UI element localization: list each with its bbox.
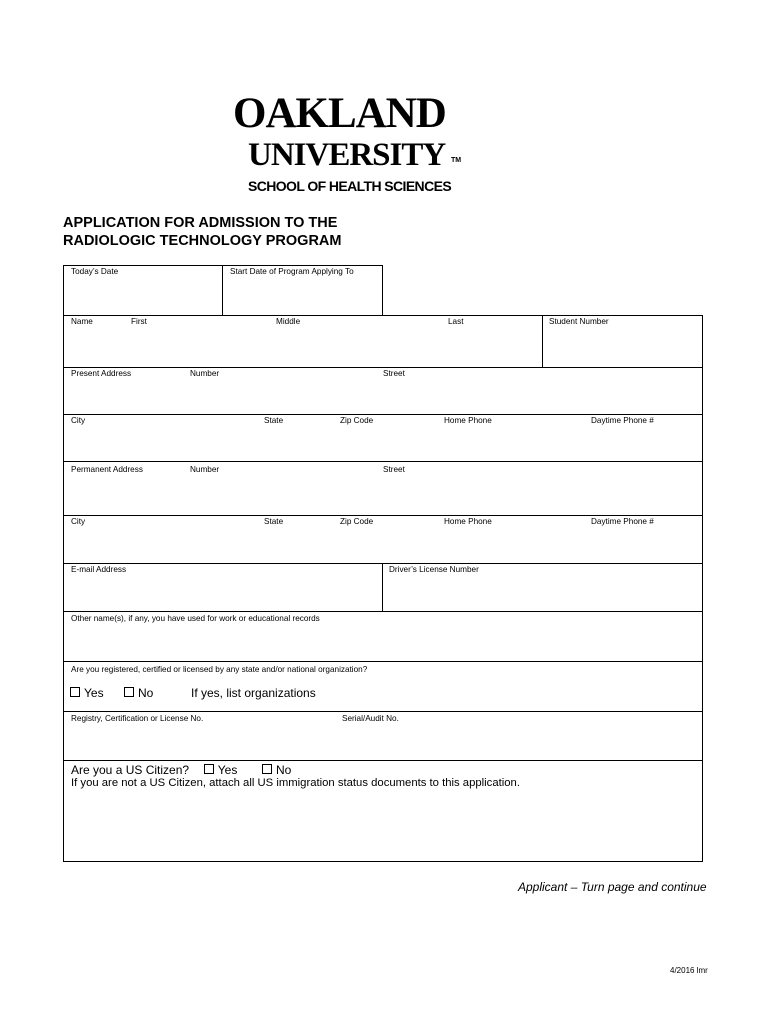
email-divider — [382, 563, 383, 612]
university-logo-university: UNIVERSITY — [248, 137, 446, 173]
present-city-label: City — [71, 416, 86, 425]
citizen-question-row — [71, 764, 291, 776]
student-number-field[interactable] — [544, 330, 702, 366]
start-date-label: Start Date of Program Applying To — [230, 267, 354, 276]
serial-audit-label: Serial/Audit No. — [342, 714, 399, 723]
permanent-home-phone-label: Home Phone — [444, 517, 492, 526]
citizen-question: Are you a US Citizen? — [71, 763, 190, 777]
row-divider — [63, 461, 703, 462]
permanent-state-label: State — [264, 517, 284, 526]
row-divider — [63, 711, 703, 712]
row-divider — [63, 563, 703, 564]
permanent-daytime-phone-label: Daytime Phone # — [591, 517, 654, 526]
other-names-label: Other name(s), if any, you have used for work or educational records — [71, 614, 320, 623]
checkbox-icon[interactable] — [124, 687, 134, 697]
present-address-label: Present Address — [71, 369, 132, 378]
present-number-label: Number — [190, 369, 220, 378]
middle-name-label: Middle — [276, 317, 301, 326]
citizen-yes-option[interactable] — [204, 763, 238, 777]
trademark-mark: TM — [451, 157, 462, 164]
row-divider — [63, 414, 703, 415]
student-number-label: Student Number — [549, 317, 609, 326]
email-field[interactable] — [64, 578, 381, 610]
permanent-city-field[interactable] — [64, 530, 702, 561]
citizen-no-label: No — [276, 763, 292, 777]
registered-no-label: No — [138, 686, 154, 700]
permanent-number-label: Number — [190, 465, 220, 474]
present-city-field[interactable] — [64, 429, 702, 459]
present-daytime-phone-label: Daytime Phone # — [591, 416, 654, 425]
registered-no-option[interactable] — [124, 687, 153, 699]
first-name-label: First — [131, 317, 147, 326]
drivers-license-field[interactable] — [384, 578, 702, 610]
drivers-license-label: Driver’s License Number — [389, 565, 479, 574]
permanent-zip-label: Zip Code — [340, 517, 374, 526]
present-zip-label: Zip Code — [340, 416, 374, 425]
name-divider — [542, 315, 543, 368]
registry-number-field[interactable] — [64, 727, 702, 759]
form-title-line1: APPLICATION FOR ADMISSION TO THE — [63, 215, 338, 231]
present-home-phone-label: Home Phone — [444, 416, 492, 425]
other-names-field[interactable] — [64, 627, 702, 660]
present-state-label: State — [264, 416, 284, 425]
form-title-line2: RADIOLOGIC TECHNOLOGY PROGRAM — [63, 233, 342, 249]
registered-yes-label: Yes — [84, 686, 104, 700]
permanent-address-label: Permanent Address — [71, 465, 143, 474]
list-organizations-label: If yes, list organizations — [191, 686, 316, 700]
permanent-street-label: Street — [383, 465, 405, 474]
registered-question: Are you registered, certified or licensed by any state and/or national organization? — [71, 665, 368, 674]
last-name-label: Last — [448, 317, 464, 326]
citizen-yes-label: Yes — [217, 763, 238, 777]
row-divider — [63, 515, 703, 516]
school-name: SCHOOL OF HEALTH SCIENCES — [248, 178, 452, 194]
permanent-city-label: City — [71, 517, 86, 526]
university-logo-oakland: OAKLAND — [233, 90, 446, 137]
registered-yes-option[interactable] — [70, 687, 104, 699]
todays-date-label: Today’s Date — [71, 267, 119, 276]
present-address-field[interactable] — [64, 382, 702, 412]
row-divider — [63, 611, 703, 612]
checkbox-icon[interactable] — [262, 764, 272, 774]
checkbox-icon[interactable] — [70, 687, 80, 697]
name-field[interactable] — [64, 330, 541, 366]
email-label: E-mail Address — [71, 565, 127, 574]
row-divider — [63, 661, 703, 662]
continue-instruction: Applicant – Turn page and continue — [518, 880, 707, 894]
revision-date: 4/2016 lmr — [670, 966, 708, 975]
citizen-note: If you are not a US Citizen, attach all US immigration status documents to this application. — [71, 777, 520, 789]
citizen-no-option[interactable] — [262, 763, 291, 777]
permanent-address-field[interactable] — [64, 478, 702, 512]
form-title — [63, 214, 341, 250]
row-divider — [63, 367, 703, 368]
name-label: Name — [71, 317, 93, 326]
registry-number-label: Registry, Certification or License No. — [71, 714, 204, 723]
checkbox-icon[interactable] — [204, 764, 214, 774]
present-street-label: Street — [383, 369, 405, 378]
row-divider — [63, 760, 703, 761]
